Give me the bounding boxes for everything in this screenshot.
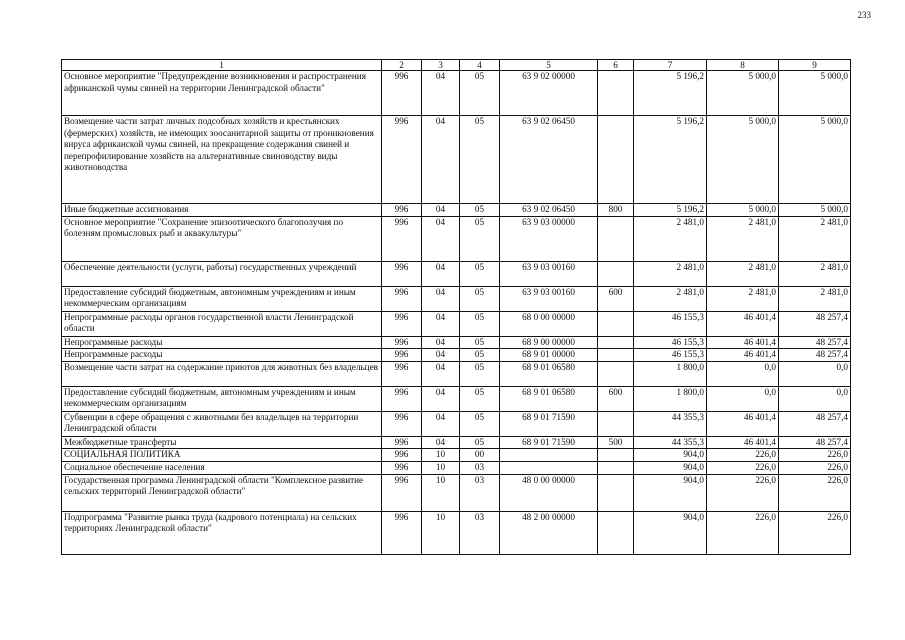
cell-section: 04: [422, 204, 460, 217]
cell-amount-7: 904,0: [634, 511, 707, 554]
cell-amount-8: 0,0: [707, 361, 779, 386]
cell-amount-7: 5 196,2: [634, 204, 707, 217]
cell-amount-9: 0,0: [779, 361, 851, 386]
cell-expense-type: 800: [598, 204, 634, 217]
cell-amount-7: 1 800,0: [634, 361, 707, 386]
cell-section: 04: [422, 386, 460, 411]
cell-target-article: 68 9 01 71590: [500, 436, 598, 449]
cell-expense-type: [598, 361, 634, 386]
cell-expense-type: [598, 336, 634, 349]
table-row: [62, 216, 851, 261]
cell-amount-7: 46 155,3: [634, 311, 707, 336]
cell-target-article: 63 9 03 00000: [500, 216, 598, 261]
cell-section: 04: [422, 436, 460, 449]
cell-target-article: 63 9 02 00000: [500, 71, 598, 116]
cell-expense-type: [598, 461, 634, 474]
cell-target-article: [500, 461, 598, 474]
cell-amount-9: 48 257,4: [779, 349, 851, 362]
cell-subsection: 03: [460, 461, 500, 474]
cell-admin-code: 996: [382, 449, 422, 462]
cell-target-article: 68 9 01 06580: [500, 386, 598, 411]
row-name: Основное мероприятие "Сохранение эпизоотического благополучия по болезням промысловых рыб и аквакультуры": [62, 216, 382, 261]
cell-admin-code: 996: [382, 71, 422, 116]
table-row: [62, 411, 851, 436]
table-row: [62, 286, 851, 311]
cell-amount-8: 46 401,4: [707, 311, 779, 336]
cell-admin-code: 996: [382, 411, 422, 436]
cell-amount-8: 46 401,4: [707, 336, 779, 349]
cell-amount-9: 0,0: [779, 386, 851, 411]
cell-section: 10: [422, 511, 460, 554]
cell-section: 04: [422, 261, 460, 286]
cell-admin-code: 996: [382, 474, 422, 511]
cell-amount-9: 48 257,4: [779, 436, 851, 449]
cell-amount-8: 226,0: [707, 461, 779, 474]
budget-table: [61, 59, 851, 555]
cell-target-article: 63 9 02 06450: [500, 204, 598, 217]
cell-target-article: 48 0 00 00000: [500, 474, 598, 511]
cell-amount-8: 5 000,0: [707, 71, 779, 116]
row-name: СОЦИАЛЬНАЯ ПОЛИТИКА: [62, 449, 382, 462]
column-header: 3: [422, 60, 460, 71]
table-row: [62, 204, 851, 217]
cell-target-article: 68 9 00 00000: [500, 336, 598, 349]
cell-admin-code: 996: [382, 349, 422, 362]
cell-target-article: 63 9 03 00160: [500, 261, 598, 286]
cell-expense-type: [598, 216, 634, 261]
cell-amount-8: 2 481,0: [707, 286, 779, 311]
table-row: [62, 349, 851, 362]
row-name: Основное мероприятие "Предупреждение возникновения и распространения африканской чумы свиней на территории Ленинградской области": [62, 71, 382, 116]
cell-section: 04: [422, 311, 460, 336]
cell-section: 04: [422, 361, 460, 386]
cell-amount-9: 2 481,0: [779, 261, 851, 286]
row-name: Возмещение части затрат личных подсобных хозяйств и крестьянских (фермерских) хозяйств, не имеющих зоосанитарной защиты от проникновения вируса африканской чумы свиней, на прекращение содержания свиней и перепрофилирование хозяйств на альтернативные свиноводству виды животноводства: [62, 116, 382, 204]
cell-amount-7: 904,0: [634, 449, 707, 462]
column-header: 7: [634, 60, 707, 71]
cell-target-article: 63 9 02 06450: [500, 116, 598, 204]
cell-amount-7: 2 481,0: [634, 286, 707, 311]
cell-expense-type: [598, 311, 634, 336]
row-name: Межбюджетные трансферты: [62, 436, 382, 449]
cell-expense-type: 500: [598, 436, 634, 449]
cell-amount-9: 226,0: [779, 474, 851, 511]
cell-admin-code: 996: [382, 386, 422, 411]
cell-amount-7: 44 355,3: [634, 436, 707, 449]
row-name: Государственная программа Ленинградской области "Комплексное развитие сельских территорий Ленинградской области": [62, 474, 382, 511]
table-row: [62, 311, 851, 336]
cell-amount-9: 226,0: [779, 449, 851, 462]
cell-subsection: 05: [460, 411, 500, 436]
row-name: Предоставление субсидий бюджетным, автономным учреждениям и иным некоммерческим организациям: [62, 386, 382, 411]
cell-admin-code: 996: [382, 311, 422, 336]
cell-admin-code: 996: [382, 261, 422, 286]
cell-target-article: 68 9 01 71590: [500, 411, 598, 436]
cell-admin-code: 996: [382, 204, 422, 217]
cell-expense-type: 600: [598, 286, 634, 311]
cell-amount-7: 46 155,3: [634, 349, 707, 362]
header-row: [62, 60, 851, 71]
cell-amount-8: 2 481,0: [707, 261, 779, 286]
cell-amount-8: 226,0: [707, 449, 779, 462]
cell-amount-9: 2 481,0: [779, 286, 851, 311]
cell-amount-8: 46 401,4: [707, 349, 779, 362]
cell-target-article: 68 0 00 00000: [500, 311, 598, 336]
cell-amount-7: 5 196,2: [634, 116, 707, 204]
cell-amount-8: 5 000,0: [707, 204, 779, 217]
cell-expense-type: [598, 261, 634, 286]
cell-amount-7: 46 155,3: [634, 336, 707, 349]
cell-section: 04: [422, 216, 460, 261]
row-name: Возмещение части затрат на содержание приютов для животных без владельцев: [62, 361, 382, 386]
cell-amount-9: 5 000,0: [779, 204, 851, 217]
row-name: Подпрограмма "Развитие рынка труда (кадрового потенциала) на сельских территориях Ленинградской области": [62, 511, 382, 554]
cell-subsection: 05: [460, 436, 500, 449]
cell-target-article: 48 2 00 00000: [500, 511, 598, 554]
cell-subsection: 03: [460, 511, 500, 554]
table-row: [62, 261, 851, 286]
cell-admin-code: 996: [382, 116, 422, 204]
cell-admin-code: 996: [382, 511, 422, 554]
cell-amount-8: 5 000,0: [707, 116, 779, 204]
cell-section: 04: [422, 286, 460, 311]
column-header: 8: [707, 60, 779, 71]
cell-subsection: 05: [460, 286, 500, 311]
cell-amount-9: 5 000,0: [779, 116, 851, 204]
cell-expense-type: [598, 71, 634, 116]
cell-section: 10: [422, 449, 460, 462]
row-name: Непрограммные расходы: [62, 349, 382, 362]
cell-section: 10: [422, 474, 460, 511]
cell-admin-code: 996: [382, 286, 422, 311]
cell-expense-type: [598, 474, 634, 511]
cell-target-article: [500, 449, 598, 462]
cell-subsection: 05: [460, 386, 500, 411]
cell-section: 04: [422, 411, 460, 436]
row-name: Обеспечение деятельности (услуги, работы) государственных учреждений: [62, 261, 382, 286]
cell-amount-7: 2 481,0: [634, 261, 707, 286]
cell-section: 04: [422, 116, 460, 204]
cell-admin-code: 996: [382, 336, 422, 349]
cell-amount-9: 226,0: [779, 461, 851, 474]
cell-subsection: 05: [460, 71, 500, 116]
cell-amount-8: 46 401,4: [707, 436, 779, 449]
cell-subsection: 05: [460, 116, 500, 204]
table-row: [62, 71, 851, 116]
cell-expense-type: [598, 449, 634, 462]
cell-subsection: 05: [460, 261, 500, 286]
cell-target-article: 68 9 01 00000: [500, 349, 598, 362]
cell-section: 04: [422, 349, 460, 362]
table-row: [62, 436, 851, 449]
cell-amount-7: 44 355,3: [634, 411, 707, 436]
cell-target-article: 68 9 01 06580: [500, 361, 598, 386]
row-name: Иные бюджетные ассигнования: [62, 204, 382, 217]
cell-section: 04: [422, 336, 460, 349]
cell-subsection: 05: [460, 216, 500, 261]
column-header: 1: [62, 60, 382, 71]
cell-subsection: 03: [460, 474, 500, 511]
cell-expense-type: [598, 511, 634, 554]
table-row: [62, 116, 851, 204]
cell-amount-7: 2 481,0: [634, 216, 707, 261]
column-header: 9: [779, 60, 851, 71]
cell-amount-9: 48 257,4: [779, 411, 851, 436]
cell-amount-9: 226,0: [779, 511, 851, 554]
cell-subsection: 05: [460, 361, 500, 386]
cell-amount-7: 5 196,2: [634, 71, 707, 116]
cell-expense-type: [598, 349, 634, 362]
table-row: [62, 511, 851, 554]
cell-admin-code: 996: [382, 461, 422, 474]
cell-admin-code: 996: [382, 361, 422, 386]
table-row: [62, 474, 851, 511]
cell-amount-9: 48 257,4: [779, 336, 851, 349]
cell-admin-code: 996: [382, 436, 422, 449]
table-row: [62, 361, 851, 386]
cell-expense-type: 600: [598, 386, 634, 411]
cell-amount-7: 904,0: [634, 461, 707, 474]
cell-subsection: 00: [460, 449, 500, 462]
row-name: Непрограммные расходы органов государственной власти Ленинградской области: [62, 311, 382, 336]
row-name: Предоставление субсидий бюджетным, автономным учреждениям и иным некоммерческим организациям: [62, 286, 382, 311]
cell-expense-type: [598, 116, 634, 204]
cell-subsection: 05: [460, 349, 500, 362]
cell-admin-code: 996: [382, 216, 422, 261]
cell-amount-8: 226,0: [707, 474, 779, 511]
cell-amount-8: 226,0: [707, 511, 779, 554]
table-row: [62, 336, 851, 349]
column-header: 6: [598, 60, 634, 71]
cell-subsection: 05: [460, 311, 500, 336]
cell-section: 04: [422, 71, 460, 116]
cell-amount-8: 46 401,4: [707, 411, 779, 436]
row-name: Социальное обеспечение населения: [62, 461, 382, 474]
cell-amount-9: 48 257,4: [779, 311, 851, 336]
column-header: 2: [382, 60, 422, 71]
table-row: [62, 461, 851, 474]
cell-amount-7: 904,0: [634, 474, 707, 511]
table-row: [62, 386, 851, 411]
cell-subsection: 05: [460, 204, 500, 217]
cell-section: 10: [422, 461, 460, 474]
cell-amount-9: 5 000,0: [779, 71, 851, 116]
cell-amount-9: 2 481,0: [779, 216, 851, 261]
column-header: 4: [460, 60, 500, 71]
cell-target-article: 63 9 03 00160: [500, 286, 598, 311]
page-number: 233: [857, 10, 871, 20]
row-name: Субвенции в сфере обращения с животными без владельцев на территории Ленинградской области: [62, 411, 382, 436]
cell-expense-type: [598, 411, 634, 436]
cell-amount-8: 2 481,0: [707, 216, 779, 261]
row-name: Непрограммные расходы: [62, 336, 382, 349]
table-row: [62, 449, 851, 462]
cell-amount-8: 0,0: [707, 386, 779, 411]
cell-amount-7: 1 800,0: [634, 386, 707, 411]
column-header: 5: [500, 60, 598, 71]
cell-subsection: 05: [460, 336, 500, 349]
